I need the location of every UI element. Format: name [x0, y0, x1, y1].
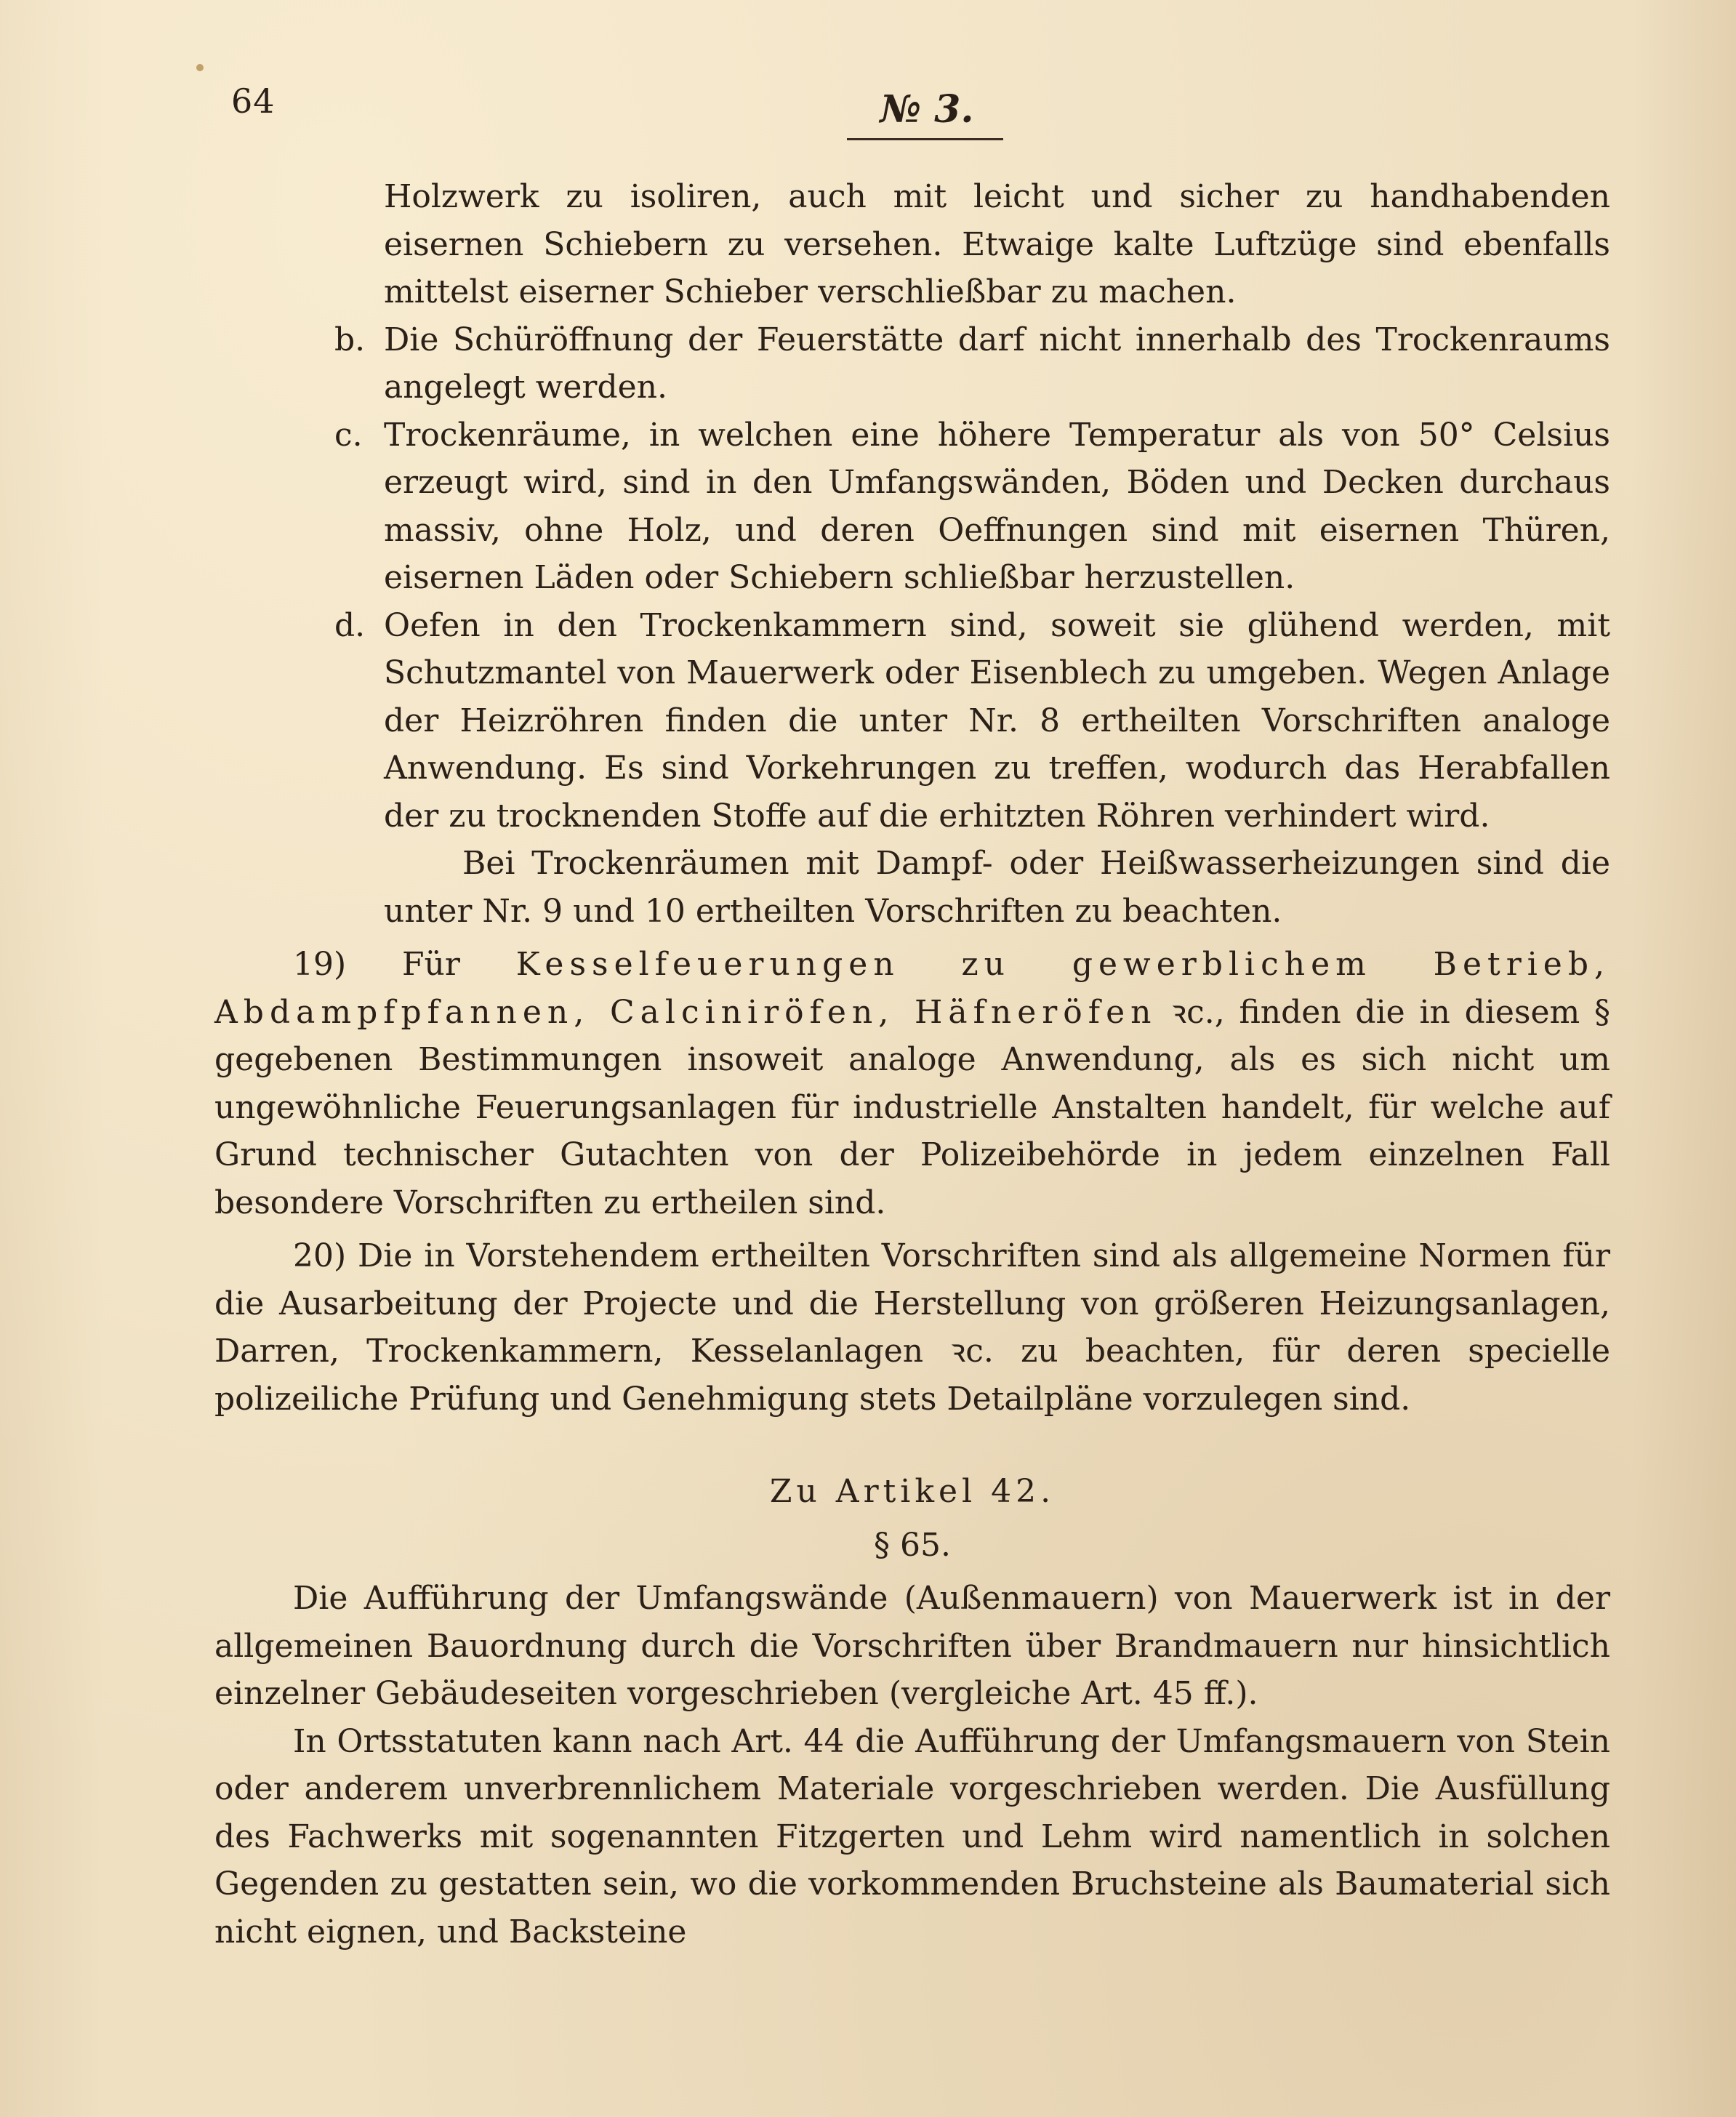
section-heading: § 65. [874, 1526, 951, 1564]
list-item-text: Trockenräume, in welchen eine höhere Temperatur als von 50° Celsius erzeugt wird, sind in den Umfangswänden, Böden und Decken durchaus massiv, ohne Holz, und deren Oeffnungen sind mit eisernen Thüren, eisernen Läden oder Schiebern schließbar herzustellen. [384, 416, 1610, 596]
page-number: 64 [231, 81, 276, 121]
section-paragraph-1: Die Aufführung der Umfangswände (Außenmauern) von Mauerwerk ist in der allgemeinen Bauordnung durch die Vorschriften über Brandmauern nur hinsichtlich einzelner Gebäudeseiten vorgeschrieben (vergleiche Art. 45 ff.). [214, 1580, 1610, 1712]
list-marker: c. [334, 416, 363, 454]
list-item-d [214, 602, 1610, 840]
paragraph-20: 20) Die in Vorstehendem ertheilten Vorschriften sind als allgemeine Normen für die Ausarbeitung der Projecte und die Herstellung von größeren Heizungsanlagen, Darren, Trockenkammern, Kesselanlagen ꝛc. zu beachten, für deren specielle polizeiliche Prüfung und Genehmigung stets Detailpläne vorzulegen sind. [214, 1237, 1610, 1418]
document-body [214, 173, 1610, 1956]
issue-underline [847, 138, 1003, 140]
paragraph-19-number: 19) Für [293, 946, 460, 983]
list-item-b [214, 316, 1610, 411]
list-marker: b. [334, 321, 366, 358]
list-item-d-followup: Bei Trockenräumen mit Dampf- oder Heißwasserheizungen sind die unter Nr. 9 und 10 ertheilten Vorschriften zu beachten. [384, 845, 1610, 930]
list-item-text: Oefen in den Trockenkammern sind, soweit sie glühend werden, mit Schutzmantel von Mauerwerk oder Eisenblech zu umgeben. Wegen Anlage der Heizröhren finden die unter Nr. 8 ertheilten Vorschriften analoge Anwendung. Es sind Vorkehrungen zu treffen, wodurch das Herabfallen der zu trocknenden Stoffe auf die erhitzten Röhren verhindert wird. [384, 606, 1610, 835]
list-marker: d. [334, 606, 366, 644]
issue-number: № 3. [880, 87, 974, 132]
paragraph-19 [214, 941, 1610, 1226]
paragraph-19-text: ꝛc., finden die in diesem § gegebenen Bestimmungen insoweit analoge Anwendung, als es sich nicht um ungewöhnliche Feuerungsanlagen für industrielle Anstalten handelt, für welche auf Grund technischer Gutachten von der Polizeibehörde in jedem einzelnen Fall besondere Vorschriften zu ertheilen sind. [214, 993, 1610, 1221]
continued-paragraph: Holzwerk zu isoliren, auch mit leicht und sicher zu handhabenden eisernen Schiebern zu versehen. Etwaige kalte Luftzüge sind ebenfalls mittelst eiserner Schieber verschließbar zu machen. [384, 178, 1610, 310]
list-item-c [214, 411, 1610, 602]
paper-stain [196, 64, 204, 71]
article-heading: Zu Artikel 42. [769, 1473, 1056, 1510]
section-paragraph-2: In Ortsstatuten kann nach Art. 44 die Aufführung der Umfangsmauern von Stein oder anderem unverbrennlichem Materiale vorgeschrieben werden. Die Ausfüllung des Fachwerks mit sogenannten Fitzgerten und Lehm wird namentlich in solchen Gegenden zu gestatten sein, wo die vorkommenden Bruchsteine als Baumaterial sich nicht eignen, und Backsteine [214, 1722, 1610, 1951]
paragraph-19-emphasis: Kesselfeuerungen zu gewerblichem Betrieb, Abdampfpfannen, Calciniröfen, Häfneröfen [214, 946, 1610, 1031]
list-item-text: Die Schüröffnung der Feuerstätte darf nicht innerhalb des Trockenraums angelegt werden. [384, 321, 1610, 406]
